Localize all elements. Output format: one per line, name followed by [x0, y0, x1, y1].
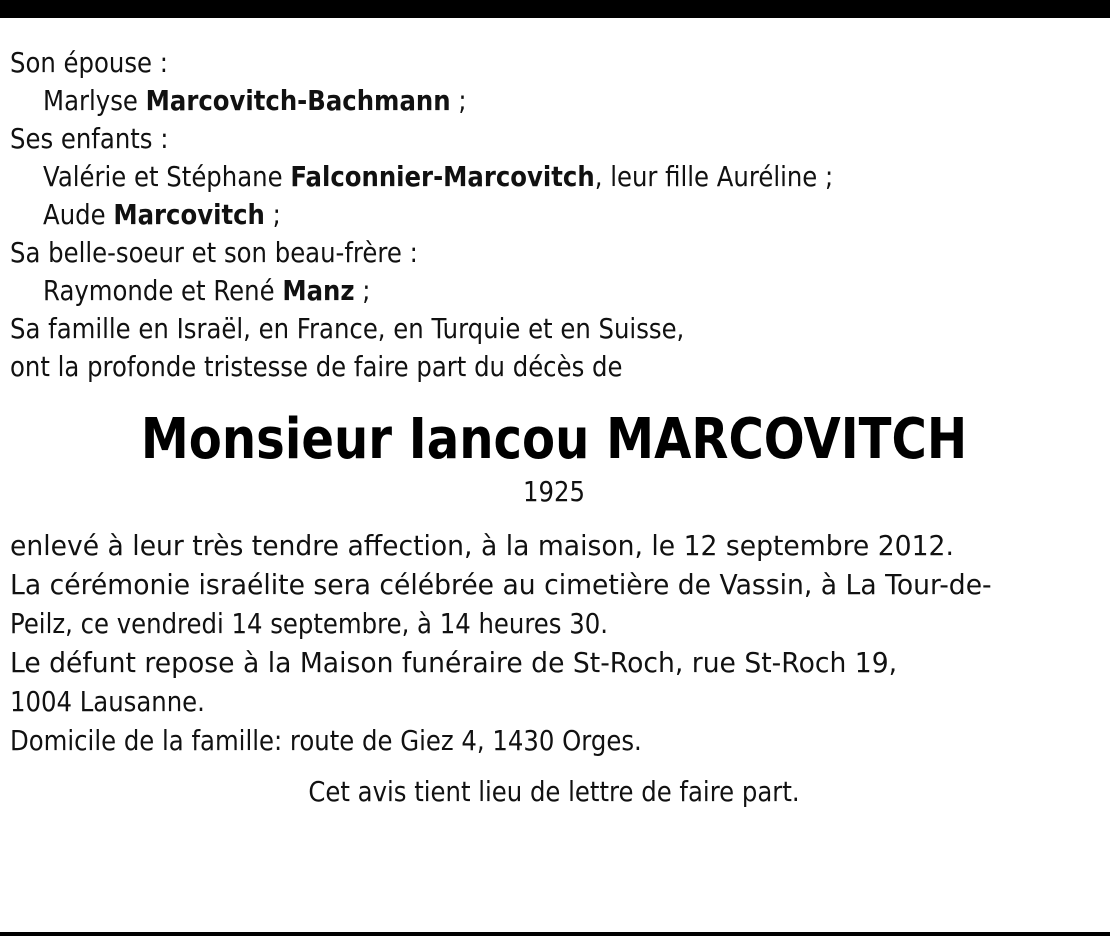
inlaws-line-end: ;: [354, 274, 371, 307]
child2-surname: Marcovitch: [113, 198, 265, 231]
child2-line-end: ;: [264, 198, 281, 231]
details-line-2: La cérémonie israélite sera célébrée au cimetière de Vassin, à La Tour-de-: [10, 568, 992, 601]
closing-note: Cet avis tient lieu de lettre de faire part.: [308, 775, 800, 808]
child1-line-end: , leur fille Auréline ;: [594, 160, 834, 193]
inlaws-surname: Manz: [282, 274, 355, 307]
spouse-heading: Son épouse :: [10, 46, 168, 79]
details-block: [10, 526, 1098, 760]
details-line-4: Le défunt repose à la Maison funéraire de St-Roch, rue St-Roch 19,: [10, 646, 898, 679]
child1-surname: Falconnier-Marcovitch: [290, 160, 595, 193]
birth-year: 1925: [522, 475, 585, 508]
child-line-2: [10, 196, 957, 234]
details-line-5: 1004 Lausanne.: [10, 685, 205, 718]
details-line-3: Peilz, ce vendredi 14 septembre, à 14 heures 30.: [10, 607, 608, 640]
inlaws-first-names: Raymonde et René: [43, 274, 283, 307]
spouse-line-end: ;: [450, 84, 467, 117]
spouse-line: [10, 82, 957, 120]
bottom-border-rule: [0, 932, 1110, 936]
extended-family-line: Sa famille en Israël, en France, en Turquie et en Suisse,: [10, 312, 685, 345]
child1-first-names: Valérie et Stéphane: [43, 160, 291, 193]
spouse-surname: Marcovitch-Bachmann: [145, 84, 451, 117]
top-border-rule: [0, 0, 1110, 18]
inlaws-line: [10, 272, 957, 310]
obituary-notice: [10, 44, 1098, 812]
child-line-1: [10, 158, 957, 196]
details-line-6: Domicile de la famille: route de Giez 4, 1430 Orges.: [10, 724, 642, 757]
inlaws-heading: Sa belle-soeur et son beau-frère :: [10, 236, 418, 269]
deceased-name: Monsieur Iancou MARCOVITCH: [140, 407, 968, 472]
details-line-1: enlevé à leur très tendre affection, à la maison, le 12 septembre 2012.: [10, 529, 954, 562]
spouse-first-name: Marlyse: [43, 84, 146, 117]
children-heading: Ses enfants :: [10, 122, 169, 155]
announcement-line: ont la profonde tristesse de faire part du décès de: [10, 350, 623, 383]
child2-first-name: Aude: [43, 198, 114, 231]
